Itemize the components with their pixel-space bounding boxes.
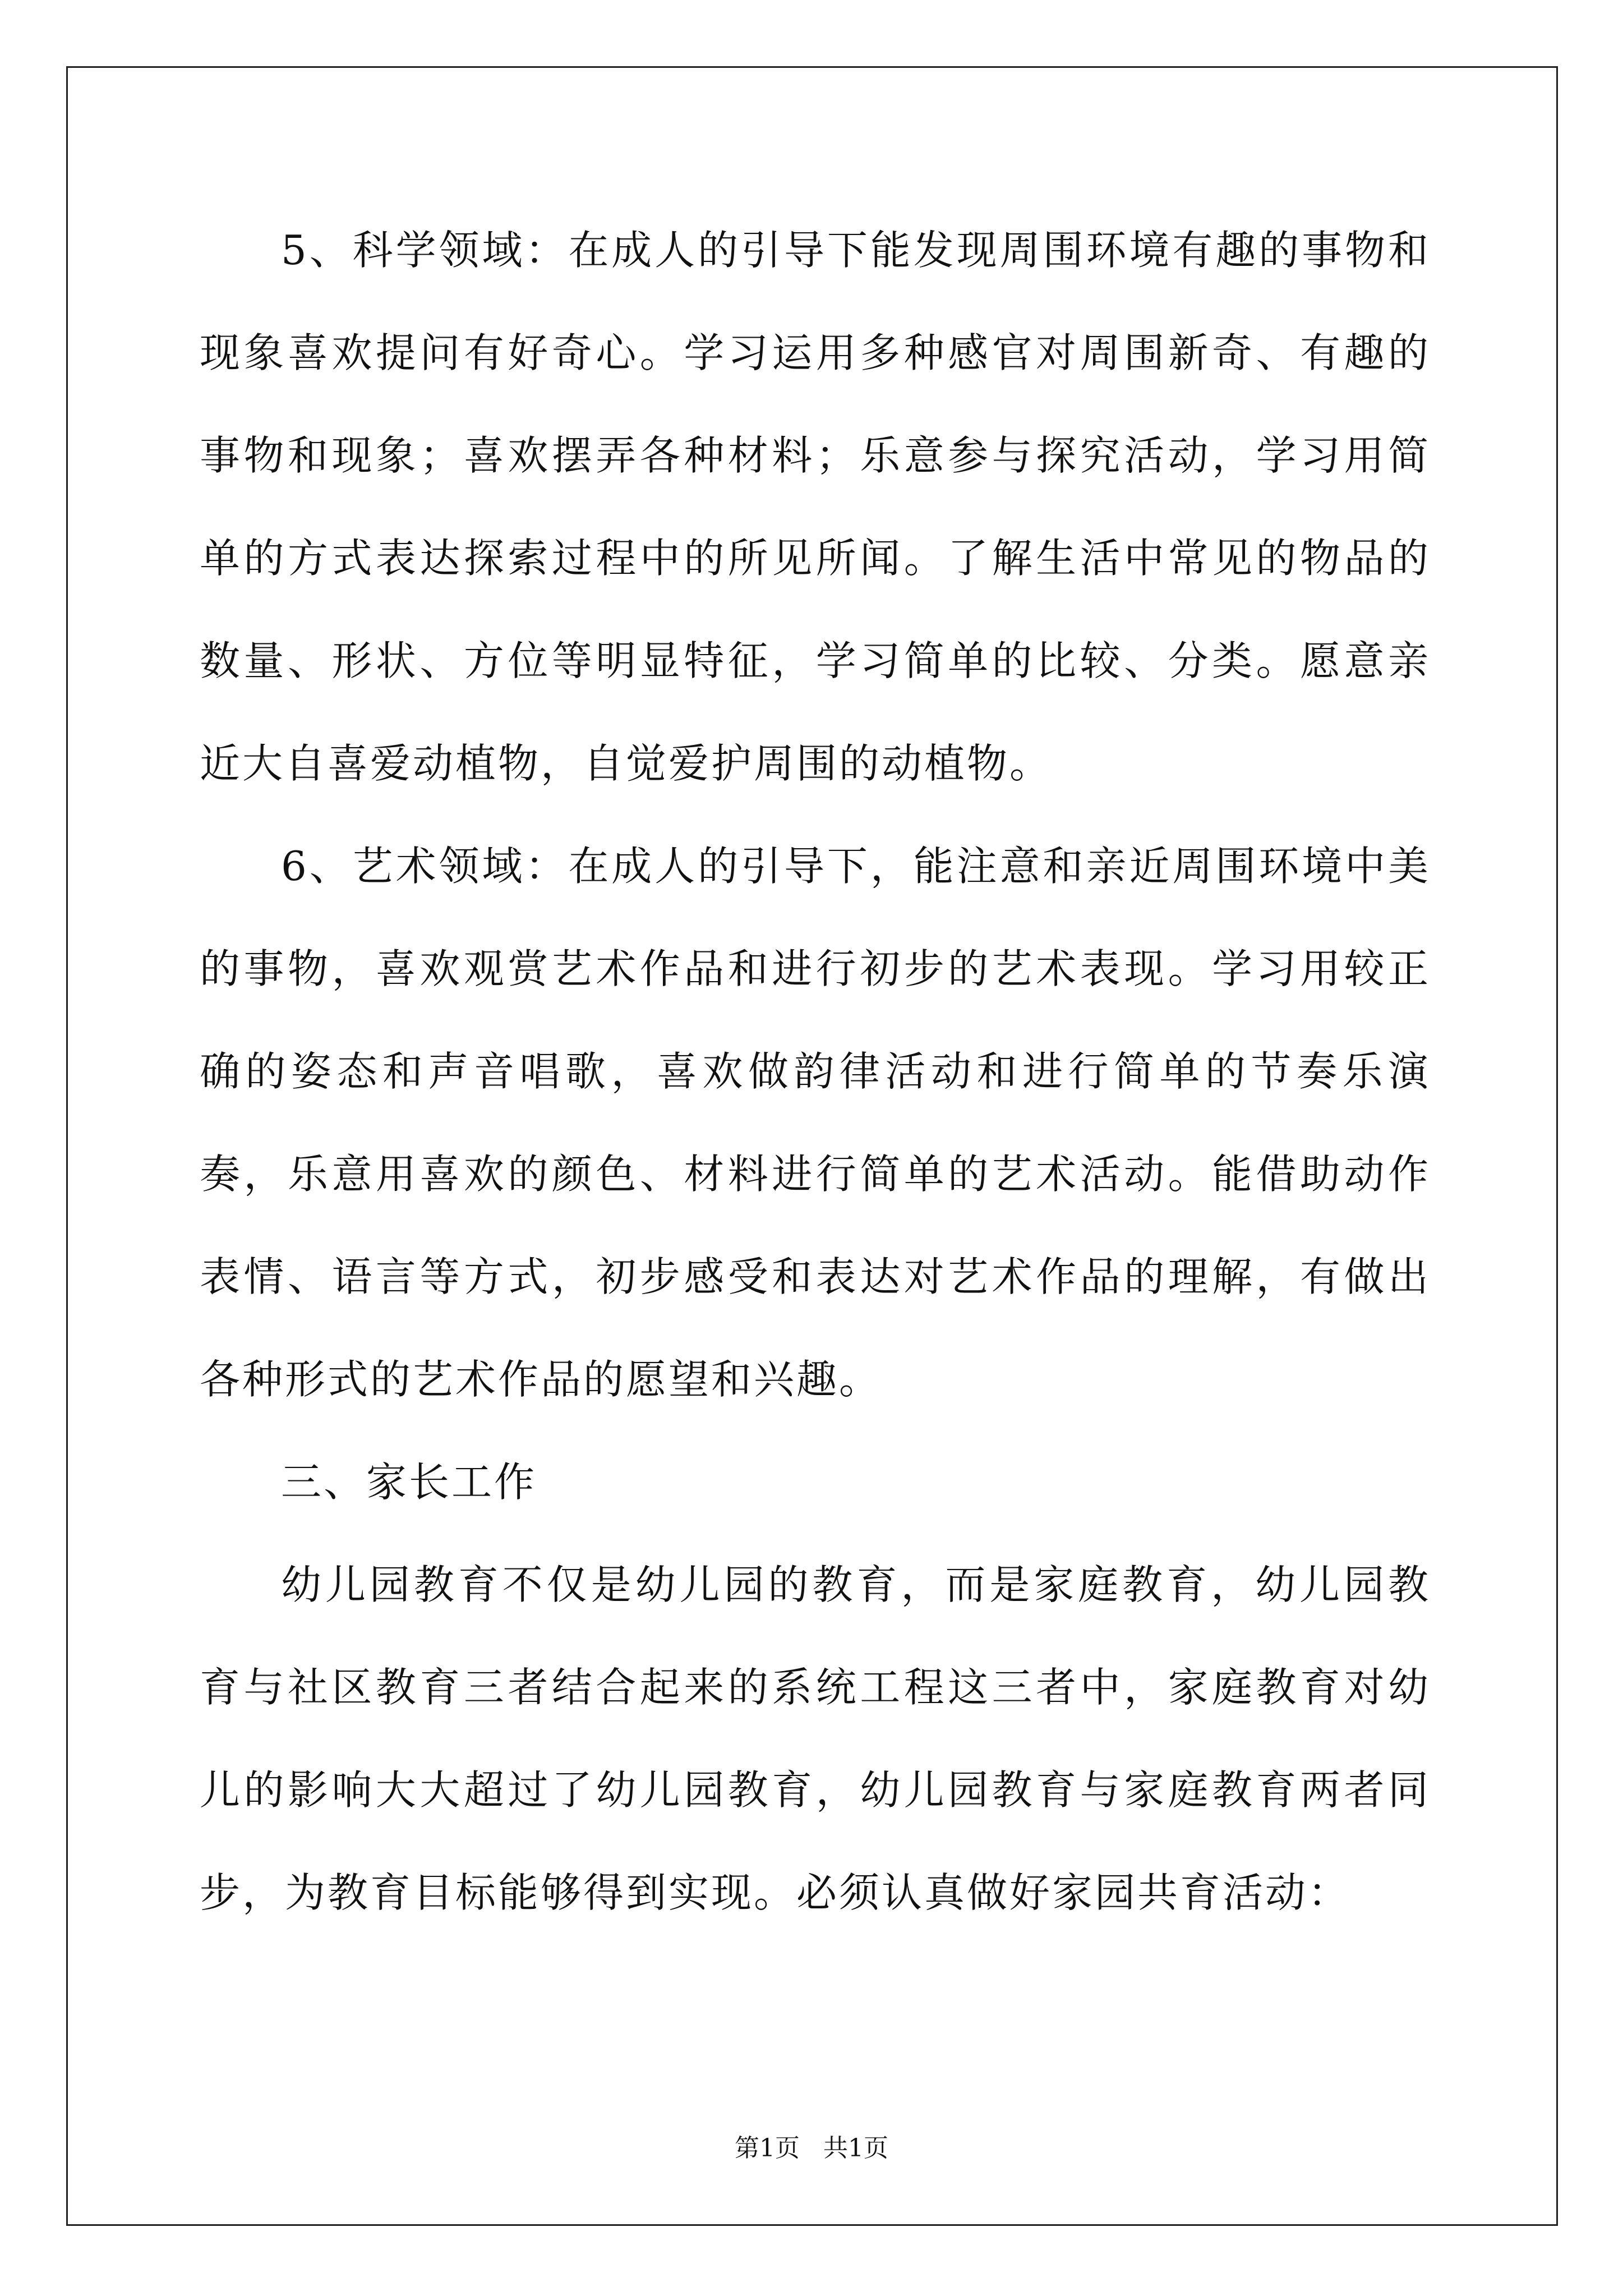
- paragraph-science-domain: 5、科学领域：在成人的引导下能发现周围环境有趣的事物和现象喜欢提问有好奇心。学习运用多种感官对周围新奇、有趣的事物和现象；喜欢摆弄各种材料；乐意参与探究活动，学习用简单的方式表达探索过程中的所见所闻。了解生活中常见的物品的数量、形状、方位等明显特征，学习简单的比较、分类。愿意亲近大自喜爱动植物，自觉爱护周围的动植物。: [200, 227, 1431, 787]
- paragraph-art-domain: 6、艺术领域：在成人的引导下，能注意和亲近周围环境中美的事物，喜欢观赏艺术作品和进行初步的艺术表现。学习用较正确的姿态和声音唱歌，喜欢做韵律活动和进行简单的节奏乐演奏，乐意用喜欢的颜色、材料进行简单的艺术活动。能借助动作表情、语言等方式，初步感受和表达对艺术作品的理解，有做出各种形式的艺术作品的愿望和兴趣。: [200, 843, 1431, 1403]
- paragraph-parent-work: 幼儿园教育不仅是幼儿园的教育，而是家庭教育，幼儿园教育与社区教育三者结合起来的系统工程这三者中，家庭教育对幼儿的影响大大超过了幼儿园教育，幼儿园教育与家庭教育两者同步，为教育目标能够得到实现。必须认真做好家园共育活动：: [200, 1561, 1431, 1916]
- document-body: [200, 199, 1431, 1944]
- section-heading-parent-work: 三、家长工作: [281, 1458, 537, 1506]
- page-footer: 第1页 共1页: [735, 2134, 888, 2162]
